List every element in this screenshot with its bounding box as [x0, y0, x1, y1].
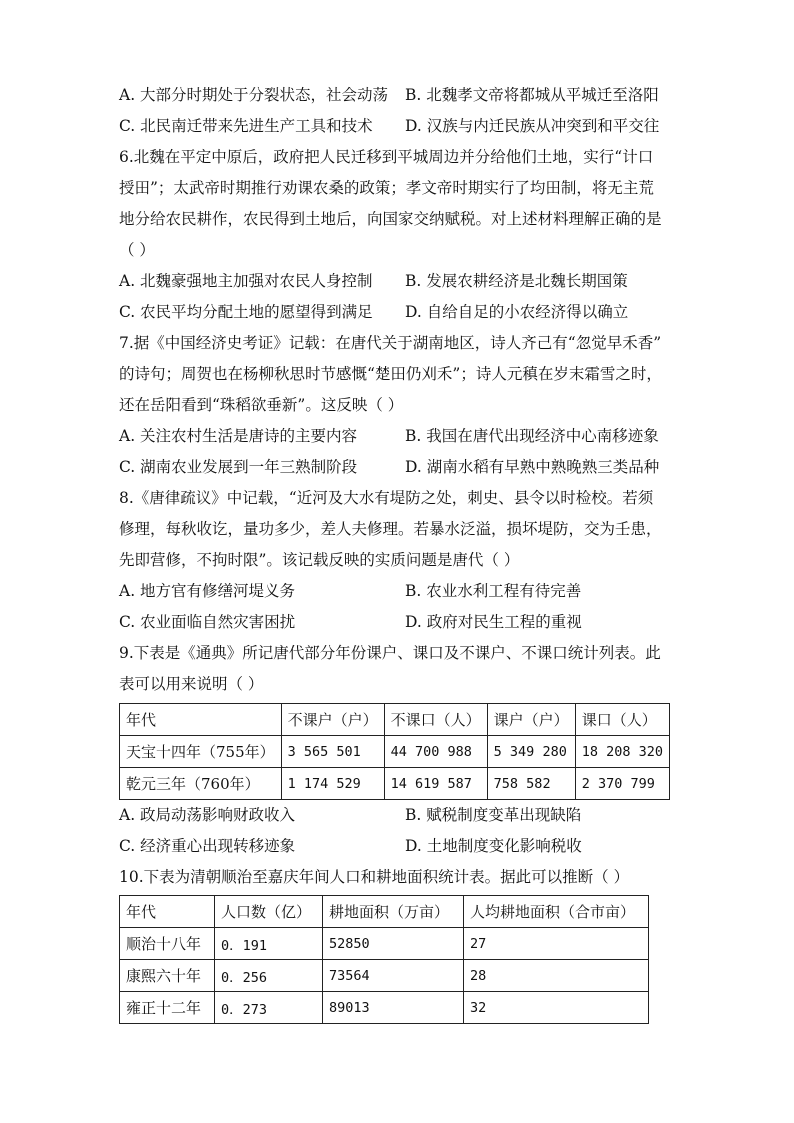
table-cell: 52850 — [323, 928, 464, 960]
table-header-cell: 不课口（人） — [384, 704, 487, 736]
q8-stem-line-3: 先即营修，不拘时限”。该记载反映的实质问题是唐代（ ） — [119, 551, 520, 569]
q9-stem-line-1: 9.下表是《通典》所记唐代部分年份课户、课口及不课户、不课口统计列表。此 — [119, 644, 661, 662]
table-cell: 32 — [464, 992, 649, 1024]
table-cell: 雍正十二年 — [120, 992, 215, 1024]
q8-stem-line-1: 8.《唐律疏议》中记载，“近河及大水有堤防之处，刺史、县令以时检校。若须 — [119, 489, 654, 507]
q7-stem-line-3: 还在岳阳看到“珠稻欲垂新”。这反映（ ） — [119, 396, 404, 414]
q10-table — [119, 895, 649, 1024]
q7-option-d: D. 湖南水稻有早熟中熟晚熟三类品种 — [405, 458, 660, 476]
table-cell: 73564 — [323, 960, 464, 992]
table-cell: 0．256 — [215, 960, 323, 992]
q7-stem-line-1: 7.据《中国经济史考证》记载：在唐代关于湖南地区，诗人齐己有“忽觉早禾香” — [119, 334, 662, 352]
table-cell: 5 349 280 — [487, 736, 575, 768]
table-row — [120, 736, 670, 768]
table-row — [120, 992, 649, 1024]
q5-option-a: A. 大部分时期处于分裂状态，社会动荡 — [119, 86, 389, 104]
table-cell: 758 582 — [487, 768, 575, 800]
q8-option-c: C. 农业面临自然灾害困扰 — [119, 613, 296, 631]
q9-option-b: B. 赋税制度变革出现缺陷 — [405, 806, 582, 824]
q6-stem-line-3: 地分给农民耕作，农民得到土地后，向国家交纳赋税。对上述材料理解正确的是 — [119, 210, 662, 228]
table-cell: 44 700 988 — [384, 736, 487, 768]
table-header-cell: 耕地面积（万亩） — [323, 896, 464, 928]
table-cell: 1 174 529 — [281, 768, 384, 800]
table-header-row — [120, 896, 649, 928]
q6-stem-line-2: 授田”；太武帝时期推行劝课农桑的政策；孝文帝时期实行了均田制，将无主荒 — [119, 179, 654, 197]
table-cell: 28 — [464, 960, 649, 992]
q5-option-c: C. 北民南迁带来先进生产工具和技术 — [119, 117, 373, 135]
table-cell: 康熙六十年 — [120, 960, 215, 992]
table-header-cell: 年代 — [120, 896, 215, 928]
table-cell: 14 619 587 — [384, 768, 487, 800]
table-header-cell: 年代 — [120, 704, 282, 736]
q9-option-c: C. 经济重心出现转移迹象 — [119, 837, 296, 855]
q9-option-d: D. 土地制度变化影响税收 — [405, 837, 582, 855]
q7-option-b: B. 我国在唐代出现经济中心南移迹象 — [405, 427, 659, 445]
table-cell: 2 370 799 — [575, 768, 669, 800]
table-cell: 天宝十四年（755年） — [120, 736, 282, 768]
q10-stem-line-1: 10.下表为清朝顺治至嘉庆年间人口和耕地面积统计表。据此可以推断（ ） — [119, 868, 630, 886]
table-cell: 0．273 — [215, 992, 323, 1024]
q7-option-c: C. 湖南农业发展到一年三熟制阶段 — [119, 458, 358, 476]
q6-option-d: D. 自给自足的小农经济得以确立 — [405, 303, 629, 321]
table-header-cell: 课口（人） — [575, 704, 669, 736]
table-cell: 89013 — [323, 992, 464, 1024]
table-cell: 3 565 501 — [281, 736, 384, 768]
q8-option-d: D. 政府对民生工程的重视 — [405, 613, 582, 631]
q6-option-b: B. 发展农耕经济是北魏长期国策 — [405, 272, 628, 290]
table-cell: 0．191 — [215, 928, 323, 960]
table-header-cell: 不课户（户） — [281, 704, 384, 736]
q8-option-a: A. 地方官有修缮河堤义务 — [119, 582, 296, 600]
table-cell: 27 — [464, 928, 649, 960]
table-header-cell: 人均耕地面积（合市亩） — [464, 896, 649, 928]
table-header-cell: 人口数（亿） — [215, 896, 323, 928]
q9-stem-line-2: 表可以用来说明（ ） — [119, 675, 264, 693]
q8-option-b: B. 农业水利工程有待完善 — [405, 582, 582, 600]
table-cell: 乾元三年（760年） — [120, 768, 282, 800]
q6-stem-line-1: 6.北魏在平定中原后，政府把人民迁移到平城周边并分给他们土地，实行“计口 — [119, 148, 654, 166]
table-header-row — [120, 704, 670, 736]
q7-stem-line-2: 的诗句；周贺也在杨柳秋思时节感慨“楚田仍刈禾”；诗人元稹在岁末霜雪之时， — [119, 365, 662, 383]
q9-table — [119, 703, 670, 800]
q8-stem-line-2: 修理，每秋收讫，量功多少，差人夫修理。若暴水泛溢，损坏堤防，交为壬患， — [119, 520, 662, 538]
q5-option-b: B. 北魏孝文帝将都城从平城迁至洛阳 — [405, 86, 659, 104]
q6-option-c: C. 农民平均分配土地的愿望得到满足 — [119, 303, 373, 321]
q6-stem-line-4: （ ） — [119, 241, 155, 259]
table-row — [120, 768, 670, 800]
table-row — [120, 928, 649, 960]
q7-option-a: A. 关注农村生活是唐诗的主要内容 — [119, 427, 358, 445]
table-row — [120, 960, 649, 992]
q6-option-a: A. 北魏豪强地主加强对农民人身控制 — [119, 272, 373, 290]
table-header-cell: 课户（户） — [487, 704, 575, 736]
table-cell: 18 208 320 — [575, 736, 669, 768]
q9-option-a: A. 政局动荡影响财政收入 — [119, 806, 296, 824]
table-cell: 顺治十八年 — [120, 928, 215, 960]
q5-option-d: D. 汉族与内迁民族从冲突到和平交往 — [405, 117, 660, 135]
